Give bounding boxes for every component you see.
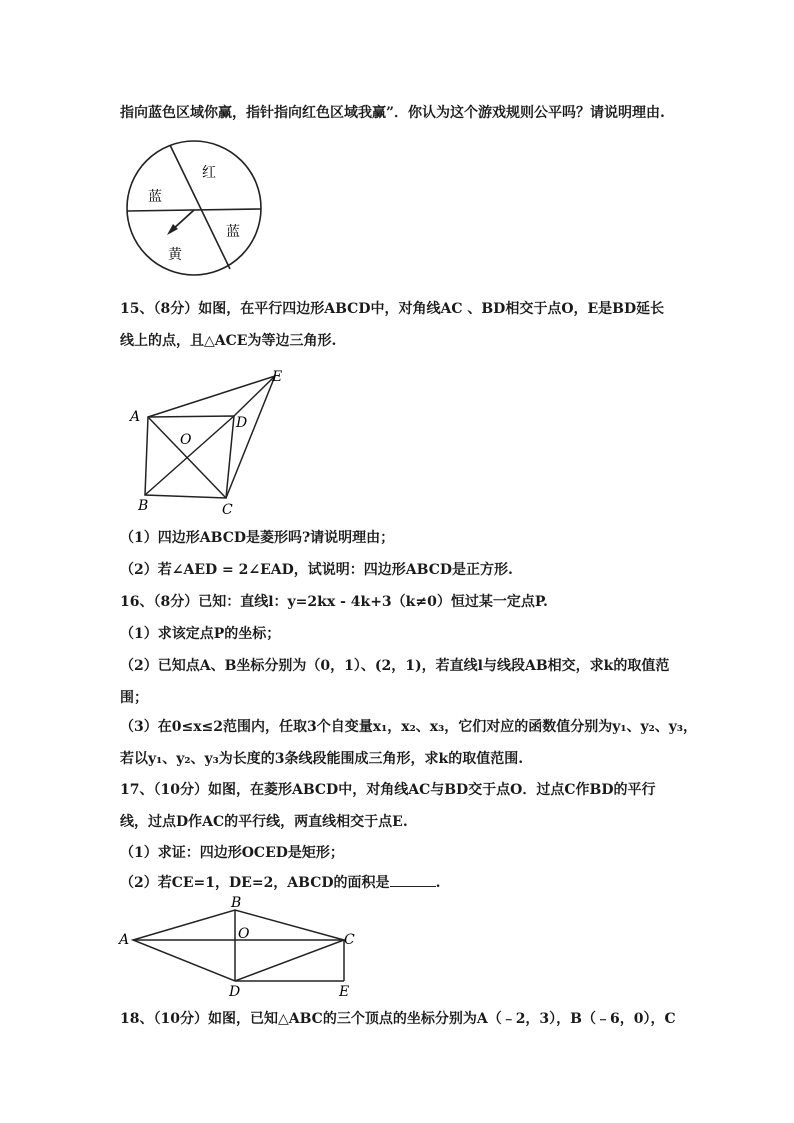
spinner-label-blue-right: 蓝 [226,224,240,240]
problem-16-part-3-line-1: （3）在0≤x≤2范围内，任取3个自变量x₁，x₂、x₃，它们对应的函数值分别为y₁、y₂、y₃， [120,719,698,735]
label-D-rhombus: D [229,984,241,1000]
label-A-rhombus: A [119,932,130,948]
problem-17-line-1: 17、（10分）如图，在菱形ABCD中，对角线AC与BD交于点O．过点C作BD的平行 [120,782,656,798]
segment-EC [226,376,275,498]
problem-16-stem: 16、（8分）已知：直线l：y=2kx - 4k+3（k≠0）恒过某一定点P. [120,594,548,610]
rhombus-figure [116,895,366,1000]
spinner-circle [127,141,261,275]
problem-17-part-2-end: . [435,875,441,891]
label-C-rhombus: C [344,932,355,948]
label-B: B [138,498,149,514]
problem-16-part-2-line-1: （2）已知点A、B坐标分别为（0，1）、(2，1)，若直线l与线段AB相交，求k的取值范 [120,658,670,674]
problem-16-part-2-line-2: 围； [120,690,148,706]
rhombus-ABCD [133,910,344,981]
problem-17-line-2: 线，过点D作AC的平行线，两直线相交于点E. [120,814,408,830]
problem-17-part-1: （1）求证：四边形OCED是矩形； [120,845,344,861]
problem-16-part-1: （1）求该定点P的坐标； [120,626,281,642]
label-O-rhombus: O [238,926,250,942]
spinner-figure [124,138,266,278]
problem-15-line-2: 线上的点，且△ACE为等边三角形. [120,333,337,349]
answer-blank [390,874,436,887]
label-A: A [130,409,141,425]
problem-15-part-1: （1）四边形ABCD是菱形吗?请说明理由； [120,530,395,546]
spinner-label-blue-left: 蓝 [148,189,162,205]
segment-AE [148,376,275,417]
label-B-rhombus: B [231,895,242,911]
spinner-label-red: 红 [202,165,216,181]
problem-18-line-1: 18、（10分）如图，已知△ABC的三个顶点的坐标分别为A（﹣2，3），B（﹣6，0），C [120,1011,676,1027]
problem-15-part-2: （2）若∠AED = 2∠EAD，试说明：四边形ABCD是正方形. [120,562,513,578]
label-E-rhombus: E [339,984,350,1000]
label-D: D [236,415,248,431]
problem-15-line-1: 15、（8分）如图，在平行四边形ABCD中，对角线AC 、BD相交于点O，E是BD延长 [120,301,665,317]
problem-16-part-3-line-2: 若以y₁、y₂、y₃为长度的3条线段能围成三角形，求k的取值范围. [120,751,524,767]
label-O: O [180,432,192,448]
problem-17-part-2-text: （2）若CE=1，DE=2，ABCD的面积是 [120,875,390,891]
parallelogram-figure [122,364,292,516]
problem-17-part-2 [120,874,440,892]
label-E: E [272,369,283,385]
label-C: C [222,502,233,516]
problem-14-tail: 指向蓝色区域你赢，指针指向红色区域我赢”．你认为这个游戏规则公平吗？请说明理由. [120,105,665,121]
spinner-label-yellow: 黄 [168,247,182,263]
